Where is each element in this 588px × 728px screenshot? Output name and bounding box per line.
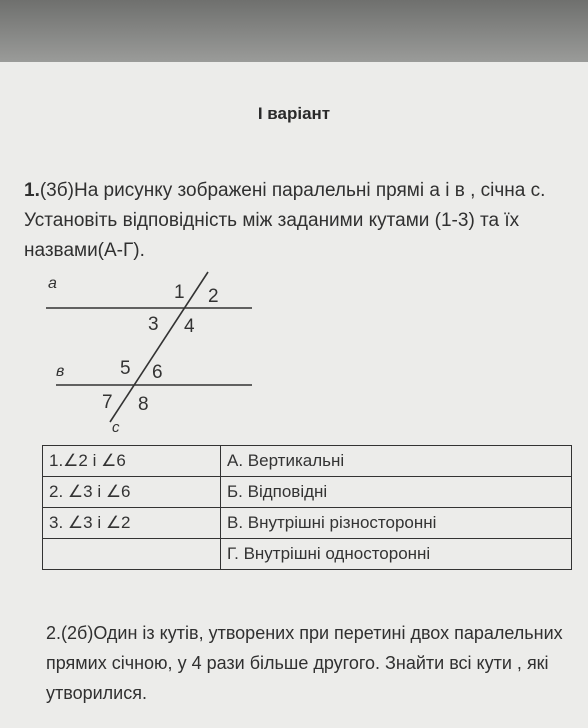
matching-table <box>42 445 572 570</box>
question-2-points: (2б) <box>61 623 94 643</box>
angle-name-cell: Г. Внутрішні односторонні <box>221 539 572 570</box>
parallel-lines-figure <box>40 270 270 435</box>
angle-name-cell: Б. Відповідні <box>221 477 572 508</box>
table-row <box>43 539 572 570</box>
question-2 <box>46 618 566 708</box>
angle-label-4: 4 <box>184 316 195 337</box>
angle-label-3: 3 <box>148 314 159 335</box>
table-row <box>43 477 572 508</box>
angle-name-cell: В. Внутрішні різносторонні <box>221 508 572 539</box>
question-1-text: На рисунку зображені паралельні прямі а і в , січна с. Установіть відповідність між заданими кутами (1-3) та їх назвами(А-Г). <box>24 180 546 261</box>
question-1 <box>24 176 584 266</box>
question-2-number: 2. <box>46 623 62 643</box>
angle-label-7: 7 <box>102 392 113 413</box>
background-edge <box>0 0 588 62</box>
question-1-number: 1. <box>24 180 40 201</box>
table-row <box>43 446 572 477</box>
secant-c <box>110 272 208 422</box>
angle-pair-cell: 1.∠2 і ∠6 <box>43 446 221 477</box>
angle-pair-cell: 3. ∠3 і ∠2 <box>43 508 221 539</box>
angle-label-1: 1 <box>174 282 185 303</box>
angle-pair-cell <box>43 539 221 570</box>
label-b: в <box>56 363 65 380</box>
question-1-points: (3б) <box>39 180 74 201</box>
angle-label-5: 5 <box>120 358 131 379</box>
label-c: с <box>112 419 120 435</box>
angle-name-cell: А. Вертикальні <box>221 446 572 477</box>
angle-label-2: 2 <box>208 286 219 307</box>
question-2-text: Один із кутів, утворених при перетині двох паралельних прямих січною, у 4 рази більше другого. Знайти всі кути , які утворилися. <box>46 623 563 703</box>
angle-label-8: 8 <box>138 394 149 415</box>
variant-title: I варіант <box>257 104 331 123</box>
angle-label-6: 6 <box>152 362 163 383</box>
table-row <box>43 508 572 539</box>
label-a: а <box>48 275 57 292</box>
angle-pair-cell: 2. ∠3 і ∠6 <box>43 477 221 508</box>
